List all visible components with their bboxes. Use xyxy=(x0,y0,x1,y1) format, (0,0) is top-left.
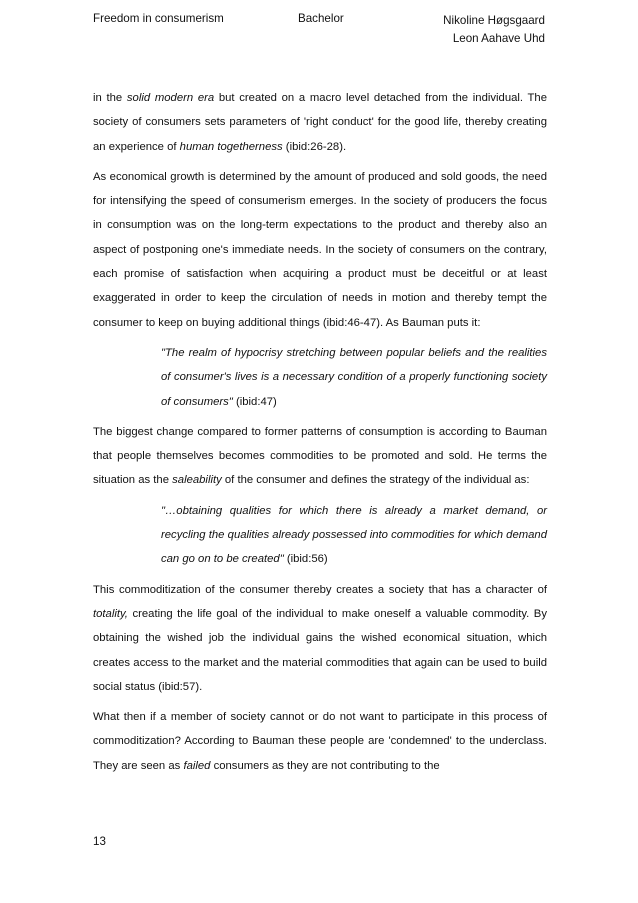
emphasis: failed xyxy=(183,759,211,772)
quote-citation: (ibid:47) xyxy=(232,395,277,408)
header-author-1: Nikoline Høgsgaard xyxy=(443,14,545,27)
text-span: This commoditization of the consumer thereby creates a society that has a character of xyxy=(93,583,547,596)
text-span: The biggest change compared to former patterns of consumption is according to Bauman that people themselves becomes commodities to be promoted and sold. He terms the situation as the xyxy=(93,425,547,487)
emphasis: saleability xyxy=(172,474,222,487)
header-author-2: Leon Aahave Uhd xyxy=(452,32,545,45)
block-quote-2 xyxy=(161,499,547,572)
emphasis: human togetherness xyxy=(179,140,283,153)
paragraph-3 xyxy=(93,420,547,493)
emphasis: totality, xyxy=(93,607,128,620)
paragraph-1 xyxy=(93,86,547,159)
text-span: consumers as they are not contributing to the xyxy=(210,759,440,772)
block-quote-1 xyxy=(161,341,547,414)
text-span: of the consumer and defines the strategy of the individual as: xyxy=(221,474,530,487)
page-header xyxy=(93,12,545,52)
text-span: in the xyxy=(93,92,127,104)
header-authors xyxy=(443,12,545,48)
header-degree: Bachelor xyxy=(298,12,344,25)
paragraph-4 xyxy=(93,578,547,699)
text-span: (ibid:26-28). xyxy=(282,140,347,153)
text-span: creating the life goal of the individual to make oneself a valuable commodity. By obtaining the wished job the individual gains the wished economical situation, which creates access to the market and the material commodities that again can be used to build social status (ibid:57). xyxy=(93,607,547,693)
quote-text: "The realm of hypocrisy stretching between popular beliefs and the realities of consumer's lives is a necessary condition of a properly functioning society of consumers" xyxy=(161,346,547,408)
paragraph-2: As economical growth is determined by the amount of produced and sold goods, the need for intensifying the speed of consumerism emerges. In the society of producers the focus in consumption was on the long-term expectations to the product and thereby also an aspect of postponing one's immediate needs. In the society of consumers on the contrary, each promise of satisfaction when acquiring a product must be deceitful or at least exaggerated in order to keep the circulation of needs in motion and thereby tempt the consumer to keep on buying additional things (ibid:46-47). As Bauman puts it: xyxy=(93,170,547,329)
text-span: but created on a macro level detached from the individual. The society of consumers sets parameters of 'right conduct' for the good life, thereby creating an experience of xyxy=(93,92,547,153)
quote-citation: (ibid:56) xyxy=(283,553,328,566)
header-title: Freedom in consumerism xyxy=(93,12,224,25)
text-span: What then if a member of society cannot or do not want to participate in this process of commoditization? According to Bauman these people are 'condemned' to the underclass. They are seen as xyxy=(93,711,547,772)
quote-text: "…obtaining qualities for which there is already a market demand, or recycling the qualities already possessed into commodities for which demand can go on to be created" xyxy=(161,504,547,566)
emphasis: solid modern era xyxy=(126,92,215,104)
paragraph-5 xyxy=(93,705,547,778)
page-number: 13 xyxy=(93,835,106,848)
body-text xyxy=(93,86,547,784)
